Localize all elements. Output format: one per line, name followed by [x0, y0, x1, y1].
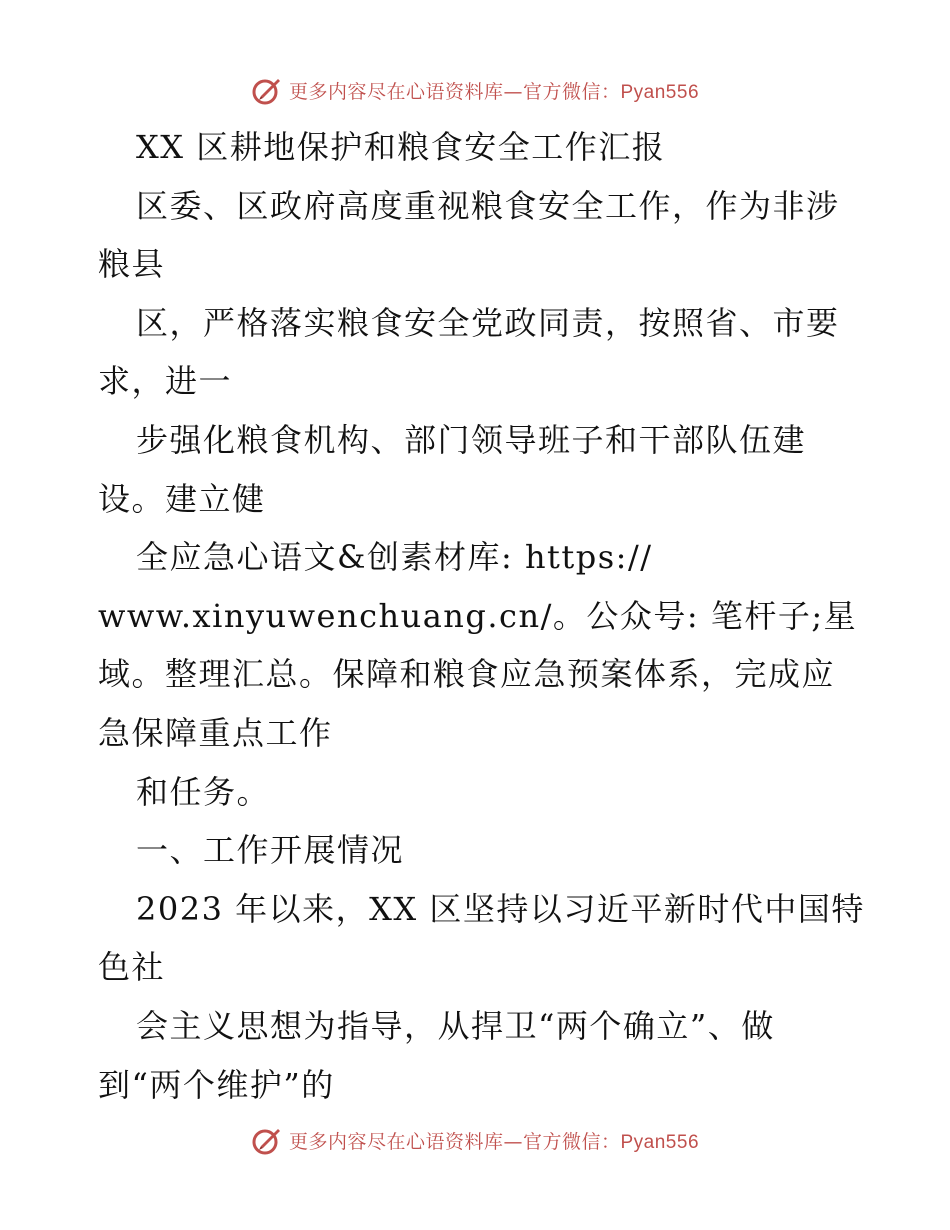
paragraph-line: www.xinyuwenchuang.cn/。公众号: 笔杆子;星	[98, 596, 858, 635]
paragraph-line: 区，严格落实粮食安全党政同责，按照省、市要	[136, 303, 840, 342]
paragraph-line: 全应急心语文&创素材库: https://	[136, 538, 653, 577]
paragraph-line: 区委、区政府高度重视粮食安全工作，作为非涉	[136, 186, 840, 225]
paragraph-line: 色社	[98, 948, 166, 987]
paragraph-line: 求，进一	[98, 362, 233, 401]
paragraph-line: 2023 年以来，XX 区坚持以习近平新时代中国特	[136, 889, 865, 928]
banner-text: 更多内容尽在心语资料库—官方微信：Pyan556	[288, 80, 700, 103]
paragraph-line: 粮县	[98, 245, 166, 284]
document-title: XX 区耕地保护和粮食安全工作汇报	[136, 128, 666, 166]
paragraph-line: 域。整理汇总。保障和粮食应急预案体系，完成应	[98, 655, 836, 694]
quill-pen-logo-icon	[251, 74, 283, 106]
paragraph-line: 设。建立健	[98, 479, 266, 518]
section-heading: 一、工作开展情况	[136, 831, 405, 870]
header-banner	[0, 70, 950, 110]
paragraph-line: 步强化粮食机构、部门领导班子和干部队伍建	[136, 420, 807, 459]
paragraph-line: 急保障重点工作	[98, 713, 333, 752]
paragraph-line: 到“两个维护”的	[98, 1065, 335, 1104]
document-body	[98, 118, 865, 1114]
footer-banner	[0, 1120, 950, 1160]
paragraph-line: 会主义思想为指导，从捍卫“两个确立”、做	[136, 1006, 775, 1045]
paragraph-line: 和任务。	[136, 772, 271, 811]
quill-pen-logo-icon	[251, 1124, 283, 1156]
banner-text: 更多内容尽在心语资料库—官方微信：Pyan556	[288, 1130, 700, 1153]
